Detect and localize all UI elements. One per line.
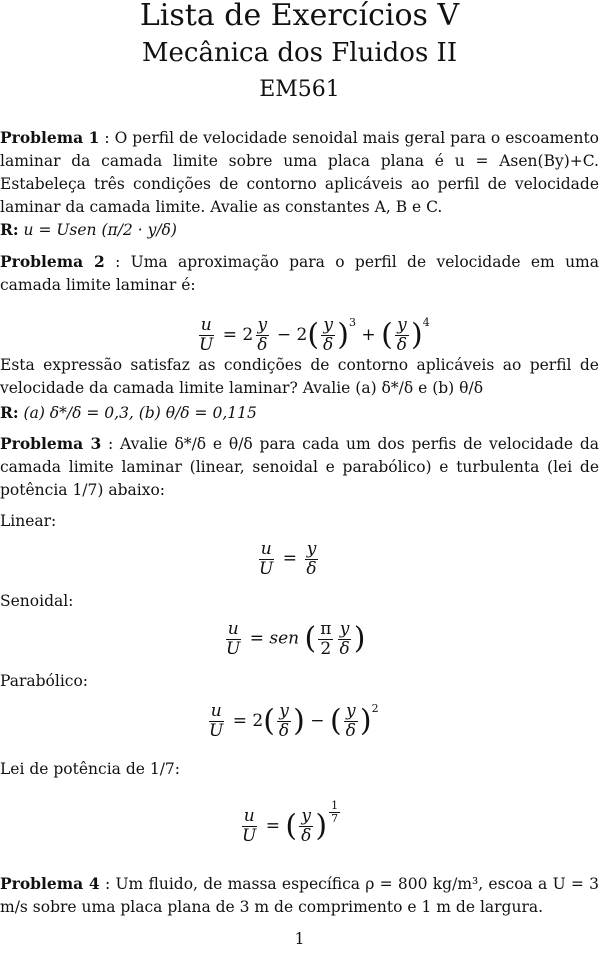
course-code: EM561	[259, 77, 340, 102]
problem-2-answer: R: (a) δ*/δ = 0,3, (b) θ/δ = 0,115	[0, 403, 257, 422]
problem-2-text: Problema 2 : Uma aproximação para o perfil de velocidade em uma camada limite laminar é:	[0, 252, 599, 294]
problem-2-question: Esta expressão satisfaz as condições de contorno aplicáveis ao perfil de velocidade da camada limite laminar? Avalie (a) δ*/δ e (b) θ/δ	[0, 356, 599, 397]
problem-3-label: Problema 3	[0, 434, 102, 453]
document-title: Lista de Exercícios V	[139, 0, 460, 33]
problem-1-text: Problema 1 : O perfil de velocidade senoidal mais geral para o escoamento laminar da camada limite sobre uma placa plana é u = Asen(By)+C. Estabeleça três condições de contorno aplicáveis ao perfil de velocidade laminar da camada limite. Avalie as constantes A, B e C.	[0, 128, 599, 216]
profile-potencia-equation: $\frac{u}{U}$ = ( $\frac{y}{\delta}$ ) $\frac{1}{7}$	[242, 799, 339, 846]
profile-parabolico-equation: $\frac{u}{U}$ = 2( $\frac{y}{\delta}$ ) − ( $\frac{y}{\delta}$ )$^2$	[209, 701, 379, 741]
profile-senoidal-equation: $\frac{u}{U}$ = sen ( $\frac{\pi}{2}$ $\frac{y}{\delta}$ )	[226, 619, 366, 659]
problem-3-text: Problema 3 : Avalie δ*/δ e θ/δ para cada um dos perfis de velocidade da camada limite laminar (linear, senoidal e parabólico) e turbulenta (lei de potência 1/7) abaixo:	[0, 434, 599, 499]
profile-potencia-label: Lei de potência de 1/7:	[0, 760, 181, 778]
problem-4-label: Problema 4	[0, 874, 100, 893]
document-subtitle: Mecânica dos Fluidos II	[141, 38, 458, 68]
problem-1-label: Problema 1	[0, 128, 100, 147]
problem-2-label: Problema 2	[0, 252, 105, 271]
profile-linear-equation: $\frac{u}{U}$ = $\frac{y}{\delta}$	[259, 539, 317, 579]
profile-senoidal-label: Senoidal:	[0, 592, 74, 610]
profile-linear-label: Linear:	[0, 512, 57, 530]
profile-parabolico-label: Parabólico:	[0, 672, 89, 690]
problem-4-text: Problema 4 : Um fluido, de massa específica ρ = 800 kg/m³, escoa a U = 3 m/s sobre uma placa plana de 3 m de comprimento e 1 m de largura.	[0, 874, 599, 916]
problem-2-equation: $\frac{u}{U}$ = 2 $\frac{y}{\delta}$ − 2( $\frac{y}{\delta}$ )$^3$ + ( $\frac{y}{\delta}$ )$^4$	[199, 315, 430, 355]
problem-1-answer: R: u = Usen (π/2 · y/δ)	[0, 220, 177, 239]
page-number: 1	[294, 930, 305, 948]
